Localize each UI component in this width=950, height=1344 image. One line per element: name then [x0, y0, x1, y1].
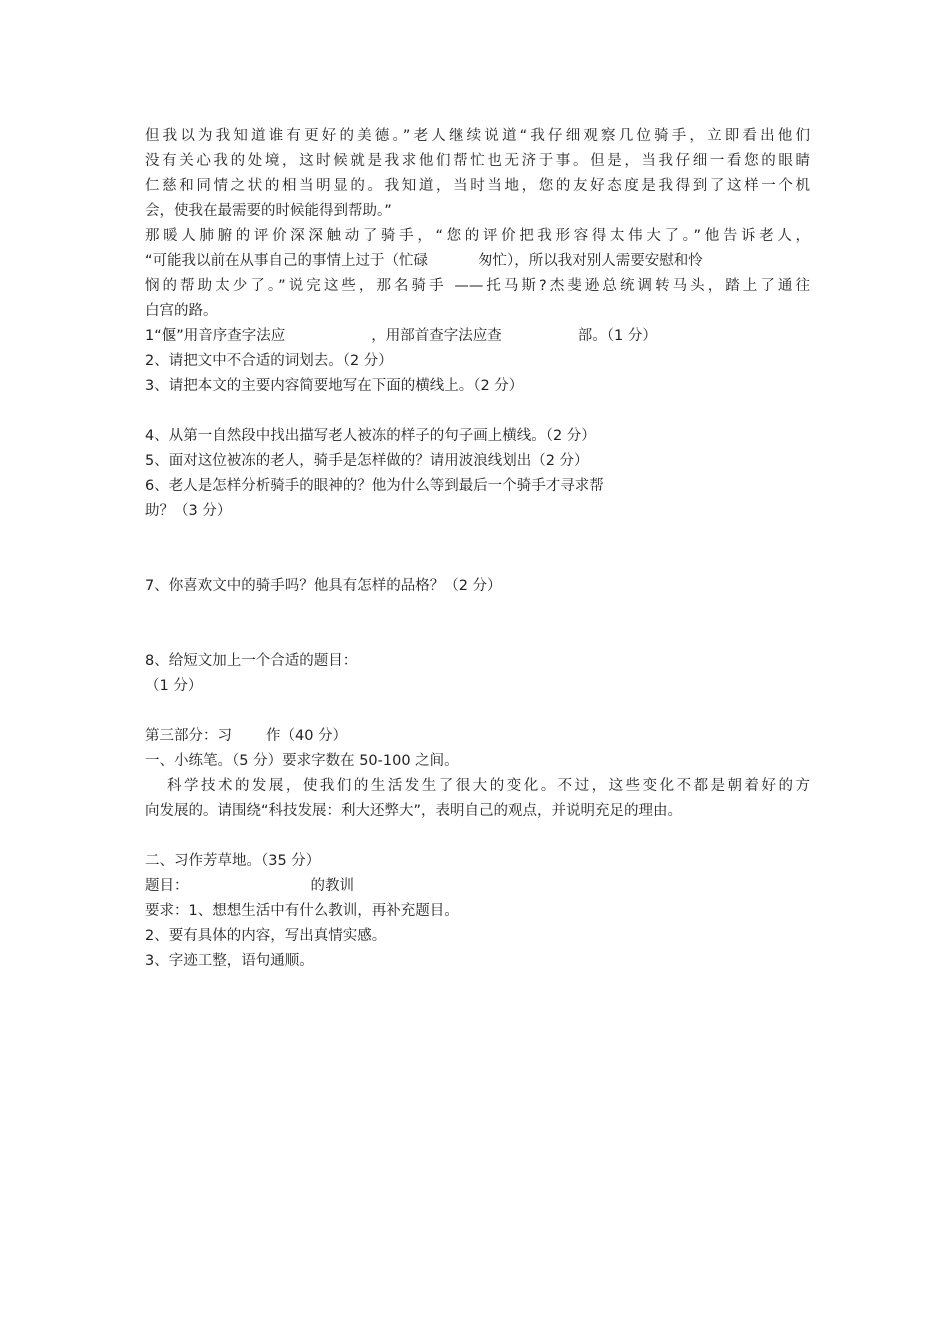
questions — [145, 324, 810, 724]
subsection-title: 一、小练笔。（5 分）要求字数在 50-100 之间。 — [145, 753, 459, 769]
prompt-line: 向发展的。请围绕“科技发展：利大还弊大”，表明自己的观点，并说明充足的理由。 — [145, 803, 683, 819]
part-three — [145, 724, 810, 974]
document-page — [145, 124, 810, 974]
question-2: 2、请把文中不合适的词划去。（2 分） — [145, 353, 393, 369]
passage-line: 但我以为我知道谁有更好的美德。”老人继续说道“我仔细观察几位骑手，立即看出他们 — [145, 128, 810, 144]
question-fragment: ，用部首查字法应查 — [371, 328, 502, 344]
passage — [145, 124, 810, 324]
essay-topic — [145, 874, 810, 899]
passage-line: 会，使我在最需要的时候能得到帮助。” — [145, 203, 392, 219]
requirement: 要求：1、想想生活中有什么教训，再补充题目。 — [145, 903, 459, 919]
requirement: 3、字迹工整，语句通顺。 — [145, 953, 314, 969]
passage-line: 没有关心我的处境，这时候就是我求他们帮忙也无济于事。但是，当我仔细一看您的眼睛 — [145, 153, 810, 169]
requirement: 2、要有具体的内容，写出真情实感。 — [145, 928, 387, 944]
passage-line: 悯的帮助太少了。”说完这些，那名骑手 ——托马斯?杰斐逊总统调转马头，踏上了通往 — [145, 278, 810, 294]
spacing — [145, 824, 810, 849]
subsection-title: 二、习作芳草地。（35 分） — [145, 853, 321, 869]
question-8-cont: （1 分） — [145, 678, 203, 694]
heading-fragment: 第三部分：习 — [145, 728, 232, 744]
question-fragment: 部。（1 分） — [577, 328, 657, 344]
answer-space — [145, 599, 810, 649]
question-1 — [145, 324, 810, 349]
prompt-line: 科学技术的发展，使我们的生活发生了很大的变化。不过，这些变化不都是朝着好的方 — [167, 778, 810, 794]
passage-fragment: “可能我以前在从事自己的事情上过于（忙碌 — [145, 253, 429, 269]
passage-fragment: 匆忙），所以我对别人需要安慰和怜 — [478, 253, 703, 269]
section-heading — [145, 724, 810, 749]
question-8: 8、给短文加上一个合适的题目： — [145, 653, 358, 669]
answer-space — [145, 699, 810, 724]
question-4: 4、从第一自然段中找出描写老人被冻的样子的句子画上横线。（2 分） — [145, 428, 596, 444]
question-6: 6、老人是怎样分析骑手的眼神的？他为什么等到最后一个骑手才寻求帮 — [145, 478, 604, 494]
passage-line: 那暖人肺腑的评价深深触动了骑手，“您的评价把我形容得太伟大了。”他告诉老人， — [145, 228, 810, 244]
heading-fragment: 作（40 分） — [266, 728, 348, 744]
question-3: 3、请把本文的主要内容简要地写在下面的横线上。（2 分） — [145, 378, 524, 394]
passage-line — [145, 249, 810, 274]
passage-line: 仁慈和同情之状的相当明显的。我知道，当时当地，您的友好态度是我得到了这样一个机 — [145, 178, 810, 194]
question-6-cont: 助？（3 分） — [145, 503, 232, 519]
question-5: 5、面对这位被冻的老人，骑手是怎样做的？请用波浪线划出（2 分） — [145, 453, 589, 469]
question-fragment: 1“偃”用音序查字法应 — [145, 328, 286, 344]
answer-space — [145, 399, 810, 424]
question-7: 7、你喜欢文中的骑手吗？他具有怎样的品格？（2 分） — [145, 578, 502, 594]
topic-suffix: 的教训 — [310, 878, 354, 894]
answer-space — [145, 524, 810, 574]
passage-line: 白宫的路。 — [145, 303, 218, 319]
topic-label: 题目： — [145, 878, 189, 894]
